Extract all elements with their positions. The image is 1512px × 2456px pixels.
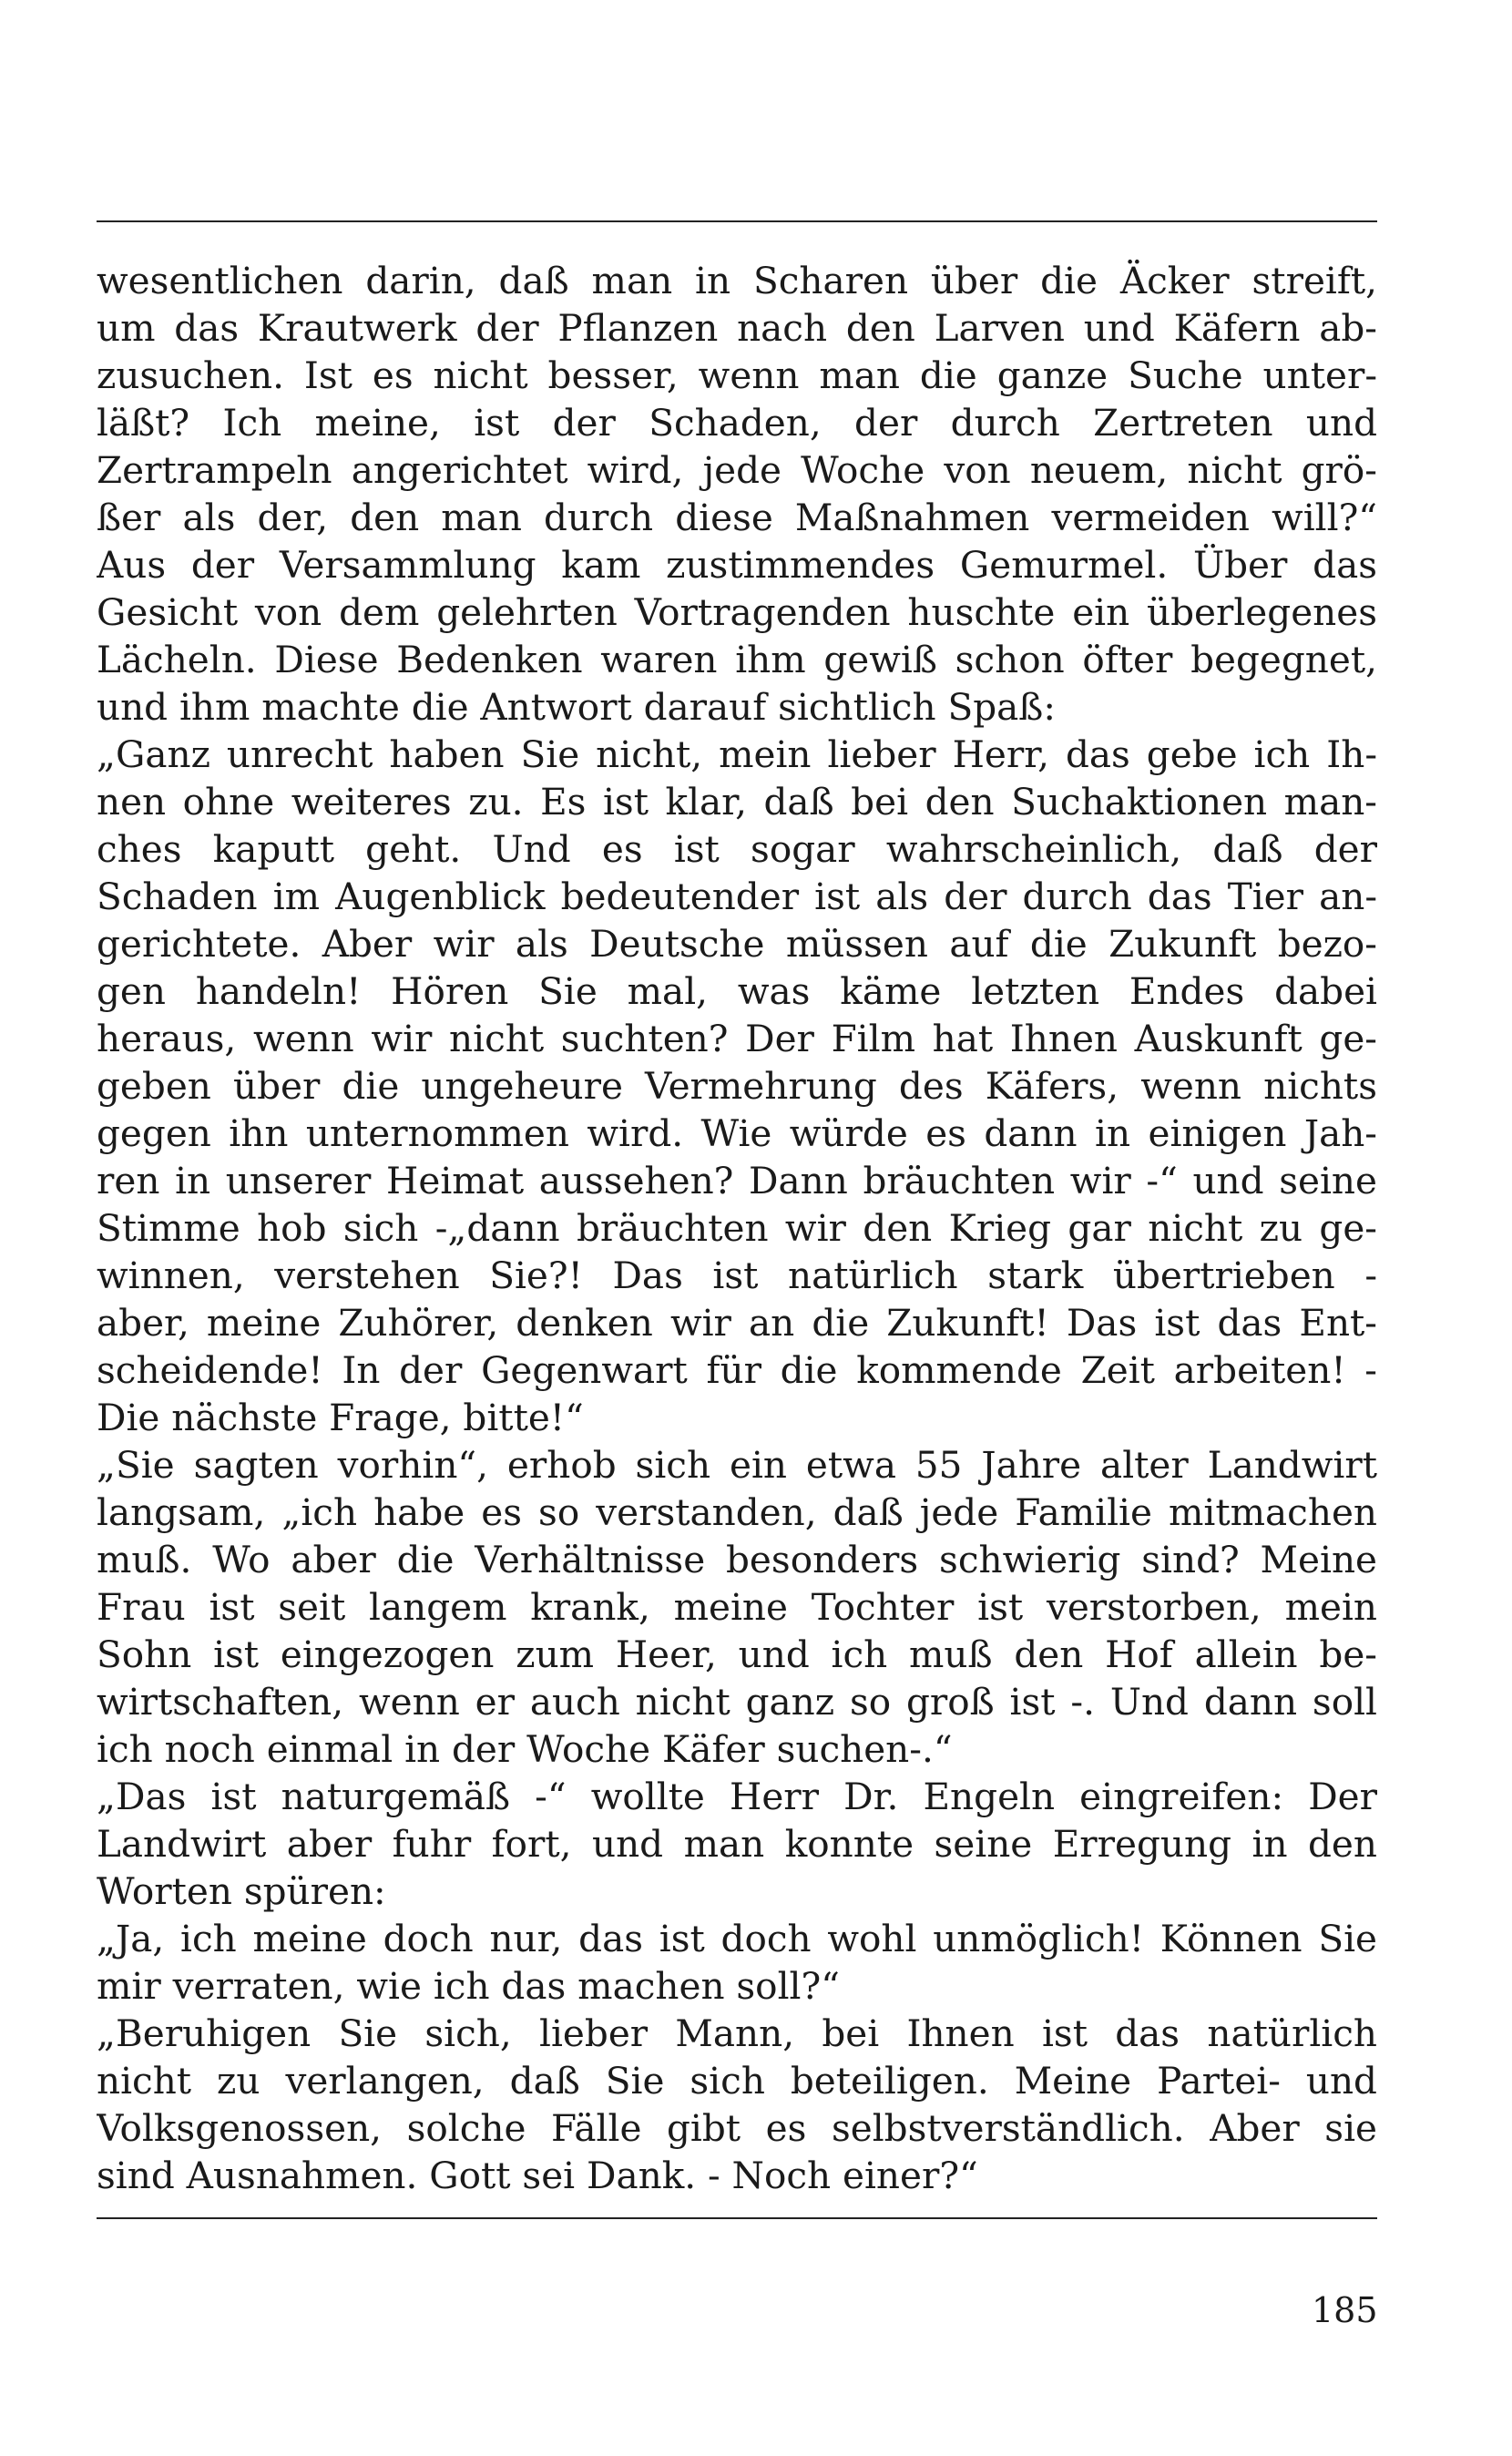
page-number: 185 bbox=[1312, 2290, 1378, 2330]
text-line: wirtschaften, wenn er auch nicht ganz so groß ist -. Und dann soll bbox=[97, 1680, 1377, 1724]
text-line: gerichtete. Aber wir als Deutsche müssen auf die Zukunft bezo- bbox=[97, 922, 1377, 966]
text-line: Frau ist seit langem krank, meine Tochter ist verstorben, mein bbox=[97, 1585, 1377, 1629]
text-line: Aus der Versammlung kam zustimmendes Gemurmel. Über das bbox=[97, 543, 1377, 587]
text-line: ßer als der, den man durch diese Maßnahmen vermeiden will?“ bbox=[97, 496, 1377, 539]
text-line: um das Krautwerk der Pflanzen nach den Larven und Käfern ab- bbox=[97, 306, 1377, 350]
body-text bbox=[97, 257, 1377, 2199]
text-line: läßt? Ich meine, ist der Schaden, der durch Zertreten und bbox=[97, 401, 1377, 445]
text-line: „Sie sagten vorhin“, erhob sich ein etwa 55 Jahre alter Landwirt bbox=[97, 1443, 1377, 1487]
text-line: nen ohne weiteres zu. Es ist klar, daß bei den Suchaktionen man- bbox=[97, 780, 1377, 824]
text-line: sind Ausnahmen. Gott sei Dank. - Noch einer?“ bbox=[97, 2154, 978, 2197]
text-line: zusuchen. Ist es nicht besser, wenn man die ganze Suche unter- bbox=[97, 353, 1377, 397]
text-line: Zertrampeln angerichtet wird, jede Woche von neuem, nicht grö- bbox=[97, 448, 1377, 492]
text-line: mir verraten, wie ich das machen soll?“ bbox=[97, 1964, 840, 2008]
text-line: winnen, verstehen Sie?! Das ist natürlich stark übertrieben - bbox=[97, 1254, 1377, 1297]
text-line: geben über die ungeheure Vermehrung des Käfers, wenn nichts bbox=[97, 1064, 1377, 1108]
text-line: Stimme hob sich -„dann bräuchten wir den Krieg gar nicht zu ge- bbox=[97, 1206, 1377, 1250]
text-line: „Ja, ich meine doch nur, das ist doch wohl unmöglich! Können Sie bbox=[97, 1917, 1377, 1960]
text-line: „Ganz unrecht haben Sie nicht, mein lieber Herr, das gebe ich Ih- bbox=[97, 732, 1377, 776]
bottom-rule bbox=[97, 2217, 1377, 2219]
text-line: Sohn ist eingezogen zum Heer, und ich muß den Hof allein be- bbox=[97, 1632, 1377, 1676]
text-line: „Das ist naturgemäß -“ wollte Herr Dr. Engeln eingreifen: Der bbox=[97, 1775, 1377, 1818]
text-line: nicht zu verlangen, daß Sie sich beteiligen. Meine Partei- und bbox=[97, 2059, 1377, 2103]
text-line: langsam, „ich habe es so verstanden, daß jede Familie mitmachen bbox=[97, 1490, 1377, 1534]
text-line: scheidende! In der Gegenwart für die kommende Zeit arbeiten! - bbox=[97, 1348, 1377, 1392]
text-line: und ihm machte die Antwort darauf sichtlich Spaß: bbox=[97, 685, 1056, 729]
text-line: aber, meine Zuhörer, denken wir an die Zukunft! Das ist das Ent- bbox=[97, 1301, 1377, 1345]
text-line: gen handeln! Hören Sie mal, was käme letzten Endes dabei bbox=[97, 969, 1377, 1013]
text-line: Volksgenossen, solche Fälle gibt es selbstverständlich. Aber sie bbox=[97, 2106, 1377, 2150]
text-line: ich noch einmal in der Woche Käfer suchen-.“ bbox=[97, 1727, 953, 1771]
text-line: wesentlichen darin, daß man in Scharen über die Äcker streift, bbox=[97, 259, 1377, 302]
text-line: muß. Wo aber die Verhältnisse besonders schwierig sind? Meine bbox=[97, 1538, 1377, 1581]
text-line: Die nächste Frage, bitte!“ bbox=[97, 1396, 584, 1439]
text-line: „Beruhigen Sie sich, lieber Mann, bei Ihnen ist das natürlich bbox=[97, 2011, 1377, 2055]
text-line: Gesicht von dem gelehrten Vortragenden huschte ein überlegenes bbox=[97, 590, 1377, 634]
text-line: ches kaputt geht. Und es ist sogar wahrscheinlich, daß der bbox=[97, 827, 1377, 871]
text-line: Lächeln. Diese Bedenken waren ihm gewiß schon öfter begegnet, bbox=[97, 638, 1377, 681]
text-line: Schaden im Augenblick bedeutender ist als der durch das Tier an- bbox=[97, 875, 1377, 918]
text-line: Landwirt aber fuhr fort, und man konnte seine Erregung in den bbox=[97, 1822, 1377, 1866]
text-line: heraus, wenn wir nicht suchten? Der Film hat Ihnen Auskunft ge- bbox=[97, 1017, 1377, 1060]
text-line: ren in unserer Heimat aussehen? Dann bräuchten wir -“ und seine bbox=[97, 1159, 1377, 1202]
top-rule bbox=[97, 220, 1377, 222]
text-line: gegen ihn unternommen wird. Wie würde es dann in einigen Jah- bbox=[97, 1111, 1377, 1155]
text-line: Worten spüren: bbox=[97, 1869, 386, 1913]
